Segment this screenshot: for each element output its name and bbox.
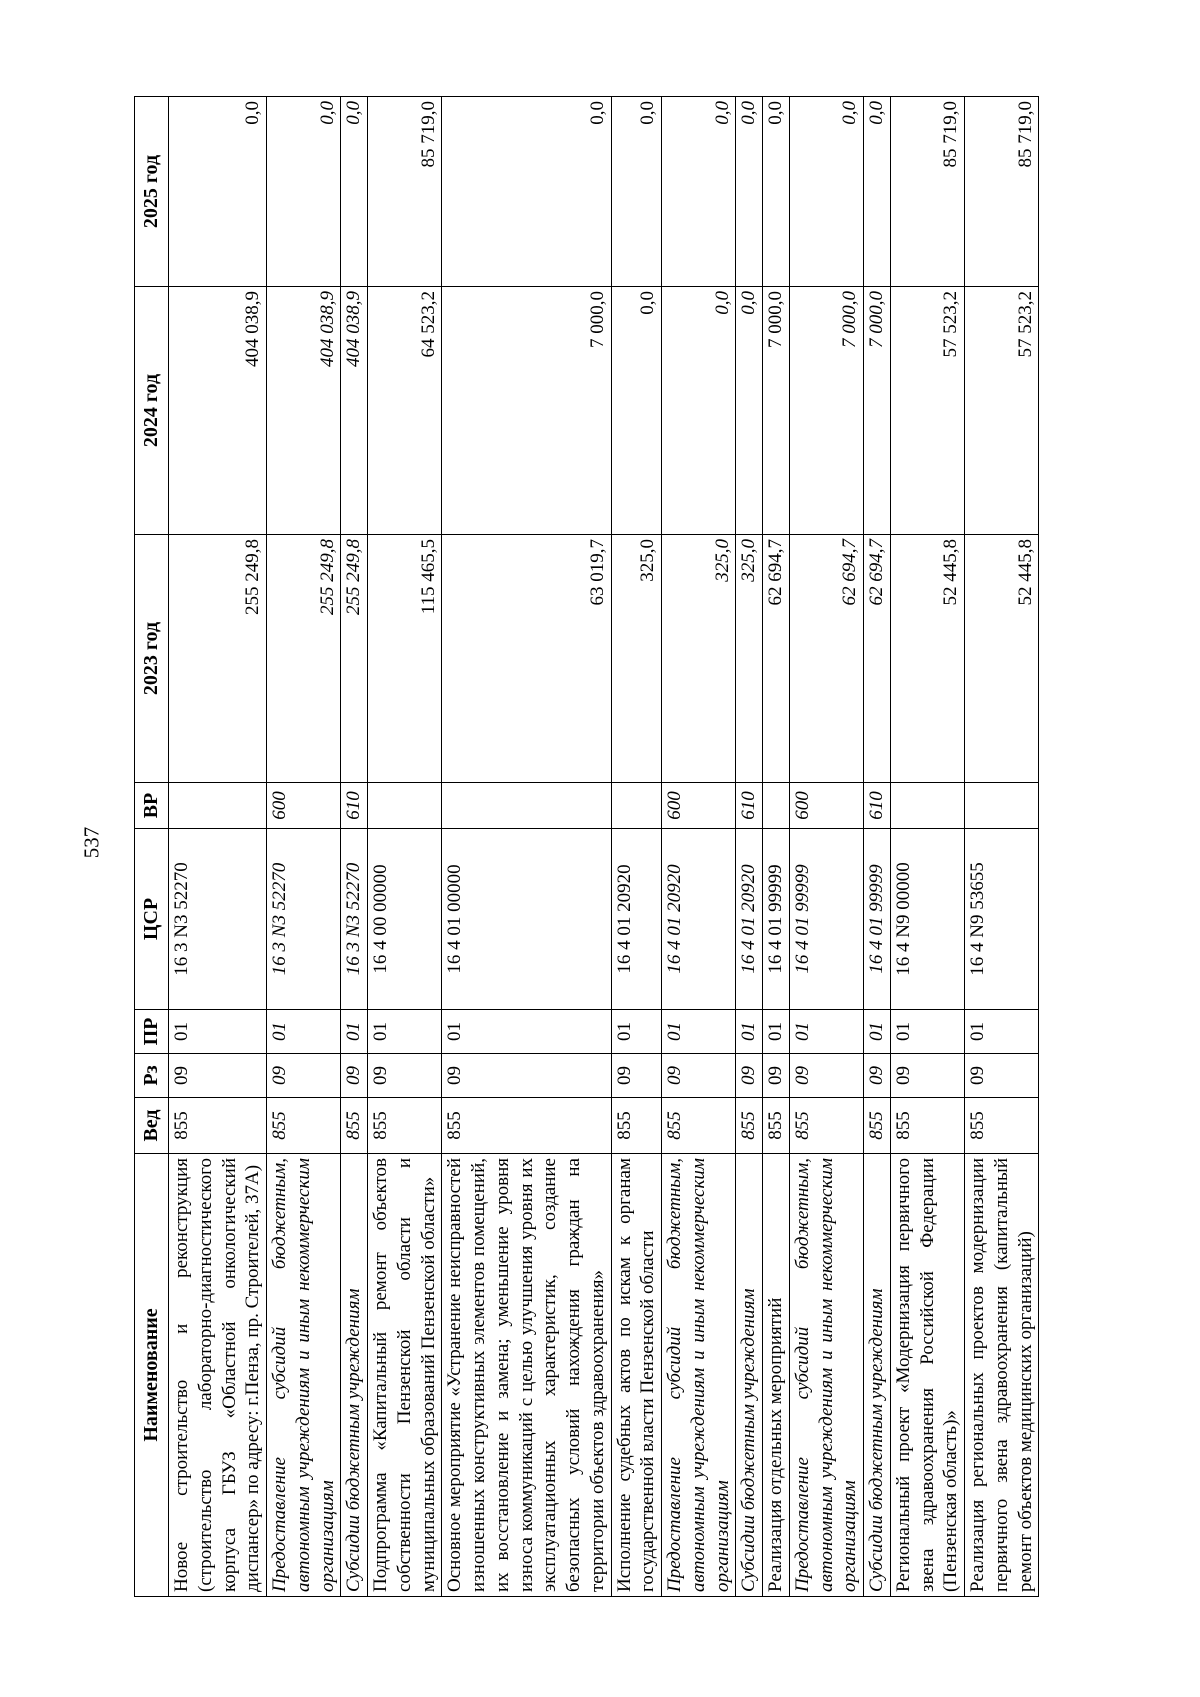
row-2023-cell: 325,0: [662, 535, 736, 783]
row-2023-cell: 115 465,5: [368, 535, 442, 783]
row-ved-cell: 855: [789, 1098, 863, 1154]
row-csr-cell: 16 4 01 00000: [442, 829, 611, 1010]
row-2025-cell: 0,0: [864, 97, 891, 287]
row-2023-cell: 52 445,8: [965, 535, 1039, 783]
row-ved-cell: 855: [662, 1098, 736, 1154]
table-row: [736, 97, 763, 1597]
row-rz-cell: 09: [763, 1054, 790, 1098]
row-vr-cell: 600: [662, 783, 736, 829]
row-name-cell: Реализация региональных проектов модернизации первичного звена здравоохранения (капитальный ремонт объектов медицинских организаций): [965, 1154, 1039, 1597]
row-csr-cell: 16 3 N3 52270: [169, 829, 267, 1010]
row-vr-cell: 610: [864, 783, 891, 829]
row-rz-cell: 09: [368, 1054, 442, 1098]
row-ved-cell: 855: [611, 1098, 662, 1154]
row-name-cell: Региональный проект «Модернизация первичного звена здравоохранения Российской Федерации (Пензенская область)»: [890, 1154, 964, 1597]
row-csr-cell: 16 4 N9 53655: [965, 829, 1039, 1010]
row-2025-cell: 85 719,0: [965, 97, 1039, 287]
row-2024-cell: 7 000,0: [763, 287, 790, 535]
row-ved-cell: 855: [864, 1098, 891, 1154]
row-rz-cell: 09: [965, 1054, 1039, 1098]
row-2025-cell: 85 719,0: [368, 97, 442, 287]
row-2023-cell: 255 249,8: [267, 535, 341, 783]
row-2023-cell: 63 019,7: [442, 535, 611, 783]
header-2024: 2024 год: [135, 287, 169, 535]
row-vr-cell: [368, 783, 442, 829]
row-rz-cell: 09: [442, 1054, 611, 1098]
row-2024-cell: 0,0: [736, 287, 763, 535]
row-ved-cell: 855: [965, 1098, 1039, 1154]
row-vr-cell: [611, 783, 662, 829]
row-2024-cell: 64 523,2: [368, 287, 442, 535]
row-ved-cell: 855: [763, 1098, 790, 1154]
row-csr-cell: 16 4 00 00000: [368, 829, 442, 1010]
row-2025-cell: 0,0: [763, 97, 790, 287]
header-ved: Вед: [135, 1098, 169, 1154]
row-2024-cell: 404 038,9: [341, 287, 368, 535]
row-rz-cell: 09: [789, 1054, 863, 1098]
row-pr-cell: 01: [789, 1010, 863, 1054]
header-2025: 2025 год: [135, 97, 169, 287]
row-2024-cell: 7 000,0: [442, 287, 611, 535]
header-2023: 2023 год: [135, 535, 169, 783]
table-body: [169, 97, 1039, 1597]
row-rz-cell: 09: [169, 1054, 267, 1098]
row-2025-cell: 0,0: [442, 97, 611, 287]
row-2023-cell: 52 445,8: [890, 535, 964, 783]
table-row: [763, 97, 790, 1597]
row-pr-cell: 01: [611, 1010, 662, 1054]
row-pr-cell: 01: [763, 1010, 790, 1054]
table-row: [611, 97, 662, 1597]
row-vr-cell: [763, 783, 790, 829]
row-2023-cell: 62 694,7: [763, 535, 790, 783]
row-name-cell: Подпрограмма «Капитальный ремонт объектов собственности Пензенской области и муниципальных образований Пензенской области»: [368, 1154, 442, 1597]
row-2024-cell: 0,0: [662, 287, 736, 535]
row-name-cell: Предоставление субсидий бюджетным, автономным учреждениям и иным некоммерческим организациям: [789, 1154, 863, 1597]
row-ved-cell: 855: [267, 1098, 341, 1154]
row-vr-cell: 600: [789, 783, 863, 829]
row-name-cell: Субсидии бюджетным учреждениям: [341, 1154, 368, 1597]
row-name-cell: Исполнение судебных актов по искам к органам государственной власти Пензенской области: [611, 1154, 662, 1597]
row-pr-cell: 01: [890, 1010, 964, 1054]
table-row: [965, 97, 1039, 1597]
row-2025-cell: 0,0: [611, 97, 662, 287]
table-row: [789, 97, 863, 1597]
row-name-cell: Реализация отдельных мероприятий: [763, 1154, 790, 1597]
row-2024-cell: 404 038,9: [169, 287, 267, 535]
row-name-cell: Субсидии бюджетным учреждениям: [736, 1154, 763, 1597]
row-2024-cell: 404 038,9: [267, 287, 341, 535]
row-vr-cell: [890, 783, 964, 829]
row-2025-cell: 0,0: [267, 97, 341, 287]
row-csr-cell: 16 4 01 20920: [736, 829, 763, 1010]
row-name-cell: Основное мероприятие «Устранение неисправностей изношенных конструктивных элементов помещений, их восстановление и замена; уменьшение уровня износа коммуникаций с целью улучшения уровня их эксплуатационных характеристик, создание безопасных условий нахождения граждан на территории объектов здравоохранения»: [442, 1154, 611, 1597]
row-2025-cell: 85 719,0: [890, 97, 964, 287]
row-2024-cell: 0,0: [611, 287, 662, 535]
rotated-table-container: [134, 97, 1076, 1597]
row-csr-cell: 16 4 01 99999: [789, 829, 863, 1010]
row-pr-cell: 01: [368, 1010, 442, 1054]
header-row: [135, 97, 169, 1597]
row-pr-cell: 01: [341, 1010, 368, 1054]
table-row: [368, 97, 442, 1597]
row-name-cell: Новое строительство и реконструкция (строительство лабораторно-диагностического корпуса ГБУЗ «Областной онкологический диспансер» по адресу: г.Пенза, пр. Строителей, 37А): [169, 1154, 267, 1597]
row-2023-cell: 255 249,8: [341, 535, 368, 783]
row-csr-cell: 16 3 N3 52270: [341, 829, 368, 1010]
row-2023-cell: 62 694,7: [864, 535, 891, 783]
row-pr-cell: 01: [864, 1010, 891, 1054]
header-rz: Рз: [135, 1054, 169, 1098]
row-name-cell: Предоставление субсидий бюджетным, автономным учреждениям и иным некоммерческим организациям: [662, 1154, 736, 1597]
table-row: [169, 97, 267, 1597]
row-pr-cell: 01: [736, 1010, 763, 1054]
budget-table: [134, 96, 1039, 1597]
table-row: [341, 97, 368, 1597]
row-2025-cell: 0,0: [662, 97, 736, 287]
header-csr: ЦСР: [135, 829, 169, 1010]
row-csr-cell: 16 4 01 20920: [662, 829, 736, 1010]
row-vr-cell: [965, 783, 1039, 829]
row-vr-cell: [169, 783, 267, 829]
row-2023-cell: 325,0: [611, 535, 662, 783]
row-2024-cell: 57 523,2: [890, 287, 964, 535]
row-2025-cell: 0,0: [789, 97, 863, 287]
row-name-cell: Предоставление субсидий бюджетным, автономным учреждениям и иным некоммерческим организациям: [267, 1154, 341, 1597]
row-2023-cell: 62 694,7: [789, 535, 863, 783]
row-vr-cell: 600: [267, 783, 341, 829]
row-2025-cell: 0,0: [341, 97, 368, 287]
row-rz-cell: 09: [611, 1054, 662, 1098]
table-row: [267, 97, 341, 1597]
row-ved-cell: 855: [341, 1098, 368, 1154]
header-pr: ПР: [135, 1010, 169, 1054]
row-csr-cell: 16 4 01 99999: [763, 829, 790, 1010]
table-row: [864, 97, 891, 1597]
row-2023-cell: 255 249,8: [169, 535, 267, 783]
row-ved-cell: 855: [368, 1098, 442, 1154]
row-pr-cell: 01: [662, 1010, 736, 1054]
table-row: [890, 97, 964, 1597]
row-pr-cell: 01: [442, 1010, 611, 1054]
row-ved-cell: 855: [442, 1098, 611, 1154]
row-2024-cell: 57 523,2: [965, 287, 1039, 535]
row-rz-cell: 09: [267, 1054, 341, 1098]
header-vr: ВР: [135, 783, 169, 829]
row-csr-cell: 16 4 01 20920: [611, 829, 662, 1010]
row-2024-cell: 7 000,0: [789, 287, 863, 535]
row-2025-cell: 0,0: [169, 97, 267, 287]
row-vr-cell: 610: [736, 783, 763, 829]
row-ved-cell: 855: [736, 1098, 763, 1154]
row-pr-cell: 01: [267, 1010, 341, 1054]
table-row: [662, 97, 736, 1597]
row-csr-cell: 16 3 N3 52270: [267, 829, 341, 1010]
row-2024-cell: 7 000,0: [864, 287, 891, 535]
row-2023-cell: 325,0: [736, 535, 763, 783]
row-pr-cell: 01: [169, 1010, 267, 1054]
table-row: [442, 97, 611, 1597]
row-rz-cell: 09: [341, 1054, 368, 1098]
header-name: Наименование: [135, 1154, 169, 1597]
row-2025-cell: 0,0: [736, 97, 763, 287]
row-ved-cell: 855: [169, 1098, 267, 1154]
row-vr-cell: 610: [341, 783, 368, 829]
row-vr-cell: [442, 783, 611, 829]
row-csr-cell: 16 4 01 99999: [864, 829, 891, 1010]
row-pr-cell: 01: [965, 1010, 1039, 1054]
row-rz-cell: 09: [890, 1054, 964, 1098]
row-name-cell: Субсидии бюджетным учреждениям: [864, 1154, 891, 1597]
row-rz-cell: 09: [864, 1054, 891, 1098]
row-ved-cell: 855: [890, 1098, 964, 1154]
row-rz-cell: 09: [662, 1054, 736, 1098]
page-number: 537: [79, 826, 104, 859]
row-csr-cell: 16 4 N9 00000: [890, 829, 964, 1010]
row-rz-cell: 09: [736, 1054, 763, 1098]
